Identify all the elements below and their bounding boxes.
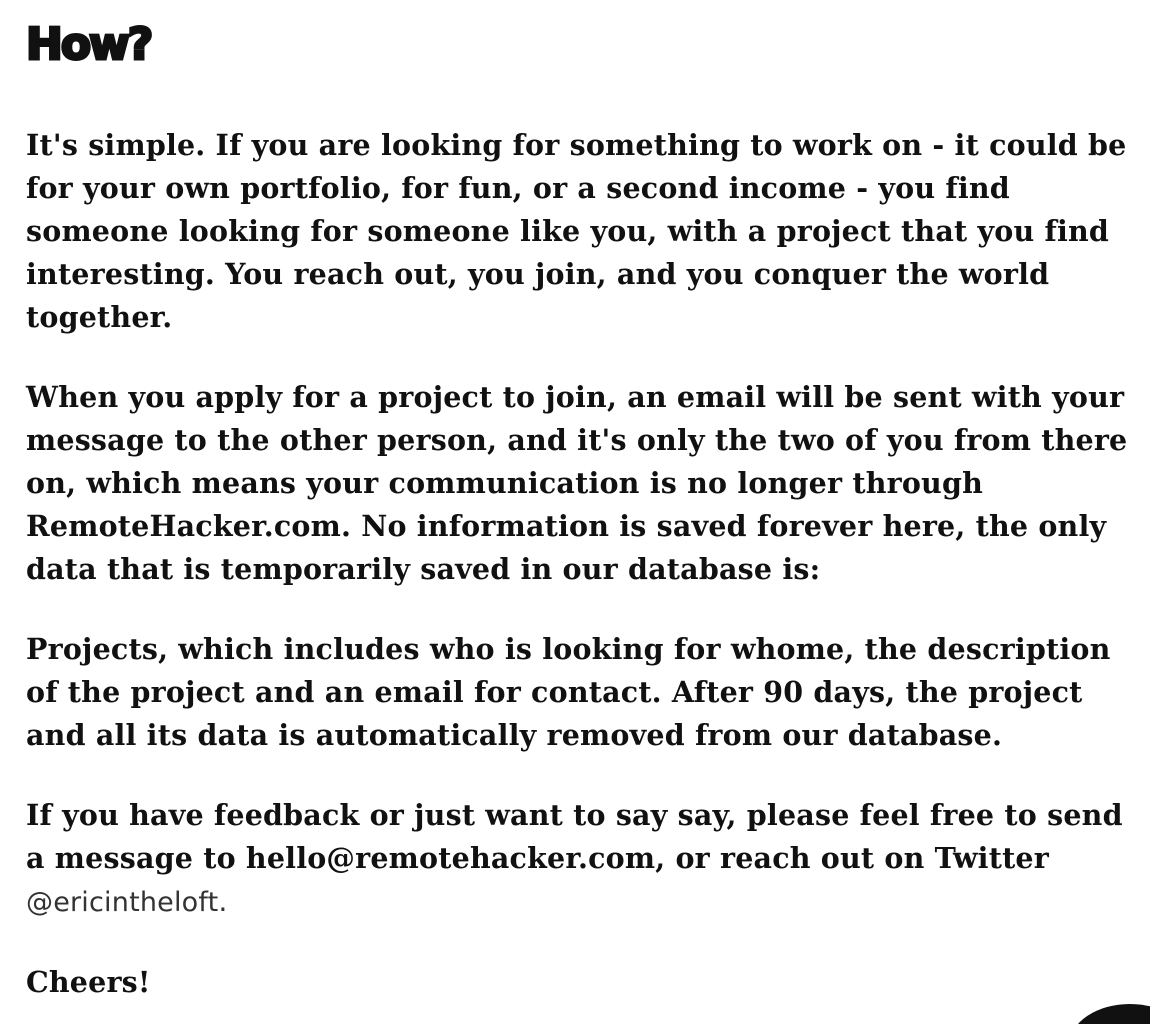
twitter-handle-link[interactable]: @ericintheloft — [26, 887, 219, 918]
signoff: Cheers! — [26, 965, 151, 999]
feedback-paragraph — [26, 794, 1136, 924]
privacy-paragraph: When you apply for a project to join, an email will be sent with your message to the other person, and it's only the two of you from there on, which means your communication is no longer through RemoteHacker.com. No information is saved forever here, the only data that is temporarily saved in our database is: — [26, 380, 1128, 586]
section-heading: How? — [26, 19, 152, 70]
data-retention-paragraph: Projects, which includes who is looking for whome, the description of the project and an email for contact. After 90 days, the project and all its data is automatically removed from our database. — [26, 632, 1111, 752]
how-section — [26, 14, 1136, 1004]
intro-paragraph: It's simple. If you are looking for something to work on - it could be for your own portfolio, for fun, or a second income - you find someone looking for someone like you, with a project that you find interesting. You reach out, you join, and you conquer the world together. — [26, 128, 1127, 334]
feedback-text: If you have feedback or just want to say say, please feel free to send a message to hello@remotehacker.com, or reach out on Twitter — [26, 798, 1123, 875]
decorative-corner-shape — [1070, 1004, 1150, 1024]
feedback-trailing: . — [218, 885, 228, 918]
